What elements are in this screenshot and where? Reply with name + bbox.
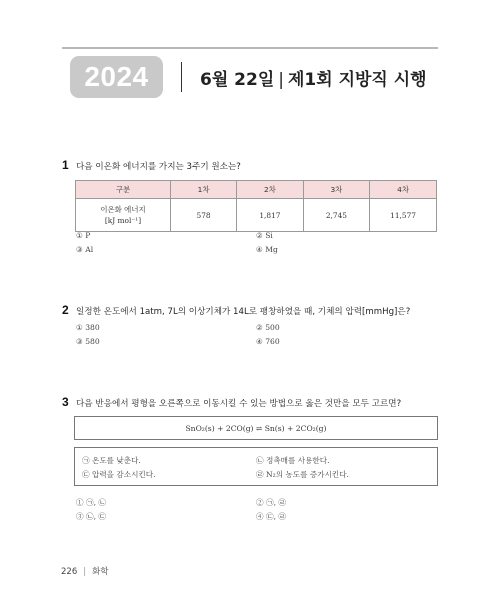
q2-number: 2	[62, 303, 69, 317]
q2-option-1[interactable]: ① 380	[76, 323, 100, 332]
exam-date: 6월 22일	[200, 70, 275, 90]
q3-option-1[interactable]: ① ㉠, ㉡	[76, 498, 107, 507]
statement-b: ㉡ 정촉매를 사용한다.	[256, 456, 330, 465]
q3-text: 다음 반응에서 평형을 오른쪽으로 이동시킬 수 있는 방법으로 옳은 것만을 모두 고르면?	[76, 399, 402, 409]
table-cell: 578	[171, 199, 237, 232]
reaction-equation: SnO₂(s) + 2CO(g) ⇌ Sn(s) + 2CO₂(g)	[185, 423, 327, 433]
q1-option-4[interactable]: ④ Mg	[256, 245, 278, 254]
q1-number: 1	[62, 158, 69, 172]
row-label	[76, 199, 171, 232]
table-cell: 11,577	[370, 199, 437, 232]
table-cell: 1,817	[237, 199, 304, 232]
header-rule	[62, 47, 438, 49]
q2-option-2[interactable]: ② 500	[256, 323, 280, 332]
q3-option-4[interactable]: ④ ㉢, ㉣	[256, 512, 287, 521]
statement-c: ㉢ 압력을 감소시킨다.	[82, 470, 156, 479]
q3-option-3[interactable]: ③ ㉡, ㉢	[76, 512, 107, 521]
table-header-cell: 3차	[303, 181, 370, 199]
q2-option-3[interactable]: ③ 580	[76, 337, 100, 346]
q1-text: 다음 이온화 에너지를 가지는 3주기 원소는?	[76, 162, 241, 172]
ionization-energy-table	[75, 180, 437, 232]
year-badge: 2024	[70, 56, 163, 98]
footer-separator: |	[83, 567, 87, 577]
choice-statements-box	[74, 447, 438, 486]
q3-option-2[interactable]: ② ㉠, ㉣	[256, 498, 287, 507]
row-label-line1: 이온화 에너지	[100, 205, 146, 214]
table-row	[76, 199, 437, 232]
table-header-cell: 1차	[171, 181, 237, 199]
table-header-cell: 4차	[370, 181, 437, 199]
reaction-equation-box	[74, 416, 438, 440]
exam-title	[200, 65, 427, 90]
table-header-cell: 구분	[76, 181, 171, 199]
exam-name: 제1회 지방직 시행	[287, 70, 427, 90]
page-number: 226	[61, 567, 78, 577]
q2-option-4[interactable]: ④ 760	[256, 337, 280, 346]
subject-name: 화학	[92, 567, 109, 577]
q1-option-3[interactable]: ③ Al	[76, 245, 94, 254]
table-header-row	[76, 181, 437, 199]
q2-text: 일정한 온도에서 1atm, 7L의 이상기체가 14L로 팽창하였을 때, 기체의 압력[mmHg]은?	[76, 307, 411, 317]
row-label-line2: [kJ mol⁻¹]	[104, 216, 142, 225]
title-separator: |	[278, 70, 284, 90]
table-cell: 2,745	[303, 199, 370, 232]
statement-d: ㉣ N₂의 농도를 증가시킨다.	[256, 470, 349, 479]
header-divider	[181, 62, 182, 92]
table-header-cell: 2차	[237, 181, 304, 199]
q1-option-1[interactable]: ① P	[76, 231, 91, 240]
statement-a: ㉠ 온도를 낮춘다.	[82, 456, 141, 465]
q1-option-2[interactable]: ② Si	[256, 231, 273, 240]
page-footer	[61, 565, 109, 577]
q3-number: 3	[62, 395, 69, 409]
